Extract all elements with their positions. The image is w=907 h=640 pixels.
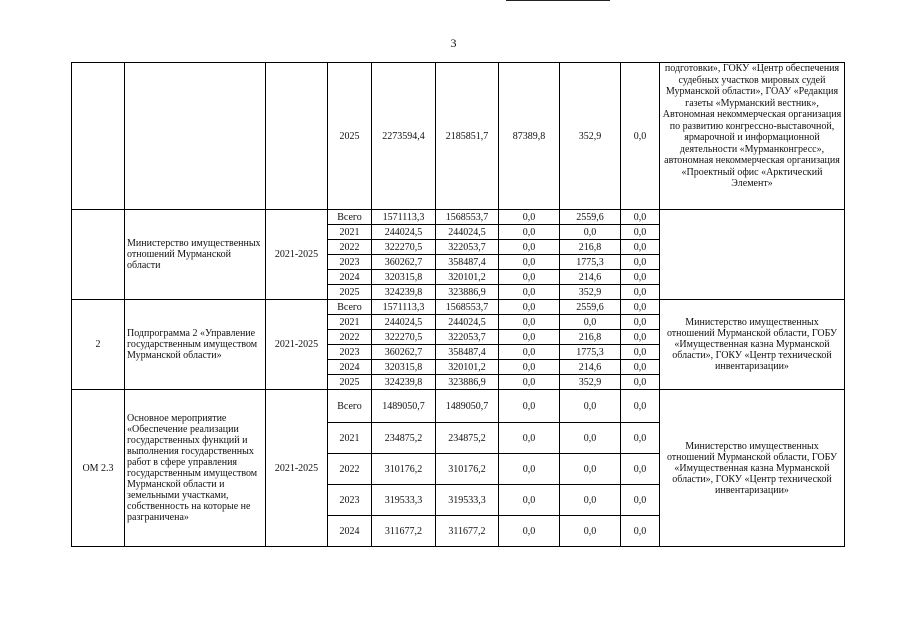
total-cell: 322270,5 bbox=[372, 240, 436, 255]
local-cell: 214,6 bbox=[560, 270, 621, 285]
other-cell: 0,0 bbox=[621, 300, 660, 315]
other-cell: 0,0 bbox=[621, 423, 660, 454]
regional-cell: 323886,9 bbox=[436, 285, 499, 300]
year-cell: 2023 bbox=[328, 485, 372, 516]
total-cell: 244024,5 bbox=[372, 225, 436, 240]
total-cell: 244024,5 bbox=[372, 315, 436, 330]
federal-cell: 0,0 bbox=[499, 270, 560, 285]
total-cell: 1571113,3 bbox=[372, 300, 436, 315]
year-cell: 2022 bbox=[328, 330, 372, 345]
year-cell: 2024 bbox=[328, 360, 372, 375]
regional-cell: 358487,4 bbox=[436, 255, 499, 270]
local-cell: 0,0 bbox=[560, 315, 621, 330]
executor-cell: Министерство имущественных отношений Мурманской области, ГОБУ «Имущественная казна Мурманской области», ГОКУ «Центр технической инвентаризации» bbox=[660, 300, 845, 390]
federal-cell: 0,0 bbox=[499, 330, 560, 345]
other-cell: 0,0 bbox=[621, 345, 660, 360]
local-cell: 2559,6 bbox=[560, 300, 621, 315]
total-cell: 320315,8 bbox=[372, 360, 436, 375]
year-cell: 2025 bbox=[328, 285, 372, 300]
name-cell bbox=[125, 63, 266, 210]
year-cell: Всего bbox=[328, 210, 372, 225]
regional-cell: 311677,2 bbox=[436, 516, 499, 547]
federal-cell: 0,0 bbox=[499, 315, 560, 330]
regional-cell: 1568553,7 bbox=[436, 210, 499, 225]
local-cell: 1775,3 bbox=[560, 345, 621, 360]
year-cell: 2024 bbox=[328, 516, 372, 547]
regional-cell: 323886,9 bbox=[436, 375, 499, 390]
local-cell: 216,8 bbox=[560, 240, 621, 255]
other-cell: 0,0 bbox=[621, 225, 660, 240]
table-row bbox=[72, 390, 845, 423]
other-cell: 0,0 bbox=[621, 360, 660, 375]
regional-cell: 310176,2 bbox=[436, 454, 499, 485]
federal-cell: 0,0 bbox=[499, 360, 560, 375]
regional-cell: 319533,3 bbox=[436, 485, 499, 516]
other-cell: 0,0 bbox=[621, 390, 660, 423]
local-cell: 216,8 bbox=[560, 330, 621, 345]
executor-cell: Министерство имущественных отношений Мурманской области, ГОБУ «Имущественная казна Мурманской области», ГОКУ «Центр технической инвентаризации» bbox=[660, 390, 845, 547]
federal-cell: 0,0 bbox=[499, 454, 560, 485]
year-cell: Всего bbox=[328, 390, 372, 423]
name-cell: Министерство имущественных отношений Мурманской области bbox=[125, 210, 266, 300]
federal-cell: 0,0 bbox=[499, 225, 560, 240]
local-cell: 0,0 bbox=[560, 225, 621, 240]
local-cell: 0,0 bbox=[560, 516, 621, 547]
federal-cell: 0,0 bbox=[499, 210, 560, 225]
code-cell: 2 bbox=[72, 300, 125, 390]
code-cell bbox=[72, 210, 125, 300]
local-cell: 0,0 bbox=[560, 485, 621, 516]
regional-cell: 234875,2 bbox=[436, 423, 499, 454]
total-cell: 324239,8 bbox=[372, 285, 436, 300]
total-cell: 1571113,3 bbox=[372, 210, 436, 225]
regional-cell: 322053,7 bbox=[436, 240, 499, 255]
total-cell: 310176,2 bbox=[372, 454, 436, 485]
table-row bbox=[72, 63, 845, 210]
period-cell: 2021-2025 bbox=[266, 210, 328, 300]
federal-cell: 0,0 bbox=[499, 375, 560, 390]
regional-cell: 320101,2 bbox=[436, 360, 499, 375]
year-cell: 2024 bbox=[328, 270, 372, 285]
other-cell: 0,0 bbox=[621, 63, 660, 210]
regional-cell: 1568553,7 bbox=[436, 300, 499, 315]
executor-cell bbox=[660, 210, 845, 300]
local-cell: 2559,6 bbox=[560, 210, 621, 225]
regional-cell: 244024,5 bbox=[436, 225, 499, 240]
local-cell: 352,9 bbox=[560, 63, 621, 210]
federal-cell: 0,0 bbox=[499, 390, 560, 423]
total-cell: 319533,3 bbox=[372, 485, 436, 516]
year-cell: 2025 bbox=[328, 63, 372, 210]
code-cell bbox=[72, 63, 125, 210]
year-cell: 2021 bbox=[328, 315, 372, 330]
total-cell: 2273594,4 bbox=[372, 63, 436, 210]
total-cell: 324239,8 bbox=[372, 375, 436, 390]
regional-cell: 1489050,7 bbox=[436, 390, 499, 423]
year-cell: 2023 bbox=[328, 345, 372, 360]
regional-cell: 358487,4 bbox=[436, 345, 499, 360]
year-cell: Всего bbox=[328, 300, 372, 315]
table-row bbox=[72, 300, 845, 315]
total-cell: 320315,8 bbox=[372, 270, 436, 285]
other-cell: 0,0 bbox=[621, 330, 660, 345]
federal-cell: 0,0 bbox=[499, 285, 560, 300]
federal-cell: 0,0 bbox=[499, 300, 560, 315]
regional-cell: 322053,7 bbox=[436, 330, 499, 345]
local-cell: 352,9 bbox=[560, 285, 621, 300]
local-cell: 352,9 bbox=[560, 375, 621, 390]
other-cell: 0,0 bbox=[621, 516, 660, 547]
year-cell: 2021 bbox=[328, 423, 372, 454]
total-cell: 234875,2 bbox=[372, 423, 436, 454]
name-cell: Подпрограмма 2 «Управление государственным имуществом Мурманской области» bbox=[125, 300, 266, 390]
other-cell: 0,0 bbox=[621, 485, 660, 516]
total-cell: 360262,7 bbox=[372, 345, 436, 360]
year-cell: 2023 bbox=[328, 255, 372, 270]
federal-cell: 0,0 bbox=[499, 255, 560, 270]
federal-cell: 0,0 bbox=[499, 345, 560, 360]
federal-cell: 0,0 bbox=[499, 516, 560, 547]
other-cell: 0,0 bbox=[621, 285, 660, 300]
year-cell: 2022 bbox=[328, 240, 372, 255]
name-cell: Основное мероприятие «Обеспечение реализации государственных функций и выполнения государственных работ в сфере управления государственным имуществом Мурманской области и земельными участками, собственность на которые не разграничена» bbox=[125, 390, 266, 547]
total-cell: 311677,2 bbox=[372, 516, 436, 547]
year-cell: 2025 bbox=[328, 375, 372, 390]
regional-cell: 244024,5 bbox=[436, 315, 499, 330]
page-number: 3 bbox=[450, 36, 457, 50]
other-cell: 0,0 bbox=[621, 210, 660, 225]
regional-cell: 2185851,7 bbox=[436, 63, 499, 210]
total-cell: 322270,5 bbox=[372, 330, 436, 345]
other-cell: 0,0 bbox=[621, 454, 660, 485]
code-cell: ОМ 2.3 bbox=[72, 390, 125, 547]
year-cell: 2022 bbox=[328, 454, 372, 485]
period-cell bbox=[266, 63, 328, 210]
total-cell: 1489050,7 bbox=[372, 390, 436, 423]
local-cell: 0,0 bbox=[560, 423, 621, 454]
budget-table bbox=[71, 62, 845, 547]
local-cell: 0,0 bbox=[560, 454, 621, 485]
year-cell: 2021 bbox=[328, 225, 372, 240]
period-cell: 2021-2025 bbox=[266, 390, 328, 547]
federal-cell: 87389,8 bbox=[499, 63, 560, 210]
federal-cell: 0,0 bbox=[499, 423, 560, 454]
top-rule bbox=[506, 0, 610, 1]
local-cell: 0,0 bbox=[560, 390, 621, 423]
other-cell: 0,0 bbox=[621, 255, 660, 270]
federal-cell: 0,0 bbox=[499, 485, 560, 516]
other-cell: 0,0 bbox=[621, 375, 660, 390]
federal-cell: 0,0 bbox=[499, 240, 560, 255]
other-cell: 0,0 bbox=[621, 315, 660, 330]
local-cell: 214,6 bbox=[560, 360, 621, 375]
table-row bbox=[72, 210, 845, 225]
regional-cell: 320101,2 bbox=[436, 270, 499, 285]
local-cell: 1775,3 bbox=[560, 255, 621, 270]
total-cell: 360262,7 bbox=[372, 255, 436, 270]
other-cell: 0,0 bbox=[621, 240, 660, 255]
executor-cell: подготовки», ГОКУ «Центр обеспечения судебных участков мировых судей Мурманской области», ГОАУ «Редакция газеты «Мурманский вестник», Автономная некоммерческая организация по развитию конгрессно-выставочной, ярмарочной и информационной деятельности «Мурманконгресс», автономная некоммерческая организация «Проектный офис «Арктический Элемент» bbox=[660, 63, 845, 210]
other-cell: 0,0 bbox=[621, 270, 660, 285]
period-cell: 2021-2025 bbox=[266, 300, 328, 390]
